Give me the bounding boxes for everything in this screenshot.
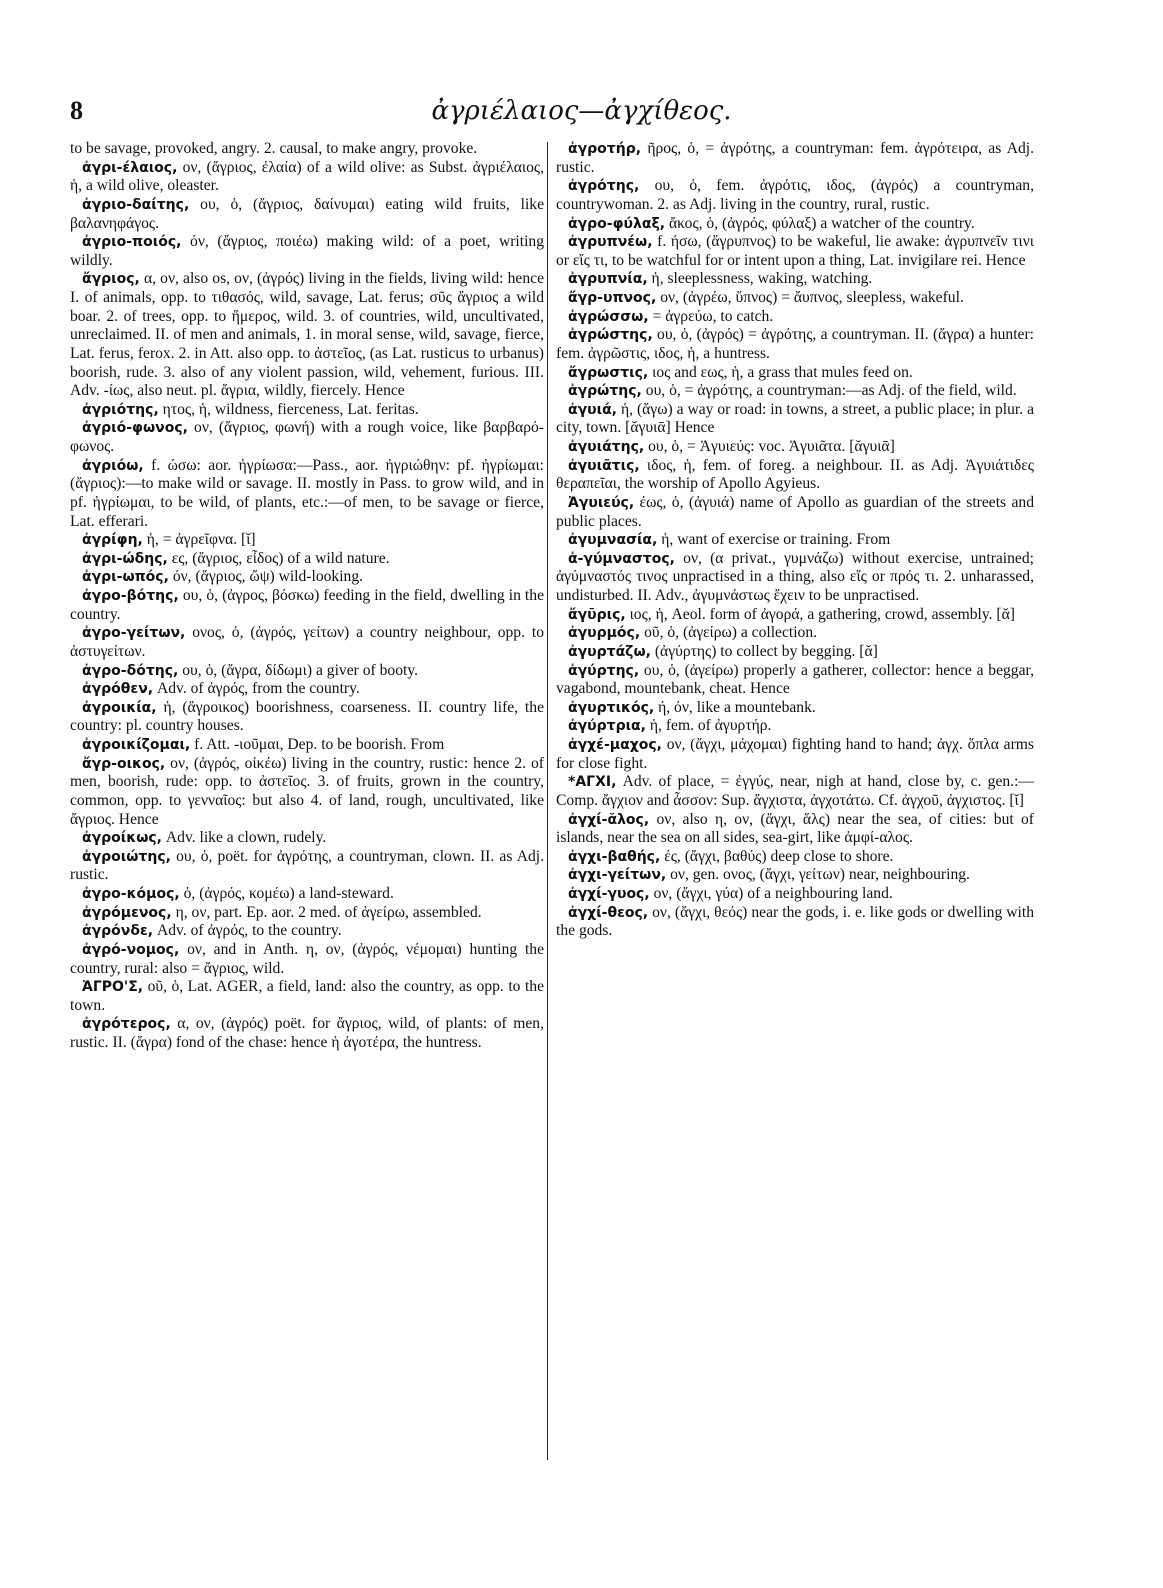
dictionary-entry: [556, 270, 1034, 289]
entry-headword: ἀγχί-ᾰλος,: [568, 811, 650, 828]
dictionary-entry: [70, 1015, 544, 1052]
dictionary-entry: [70, 680, 544, 699]
entry-headword: ἀγχι-γείτων,: [568, 867, 667, 884]
page-number: 8: [70, 96, 83, 125]
entry-headword: ἀγχί-θεος,: [568, 904, 649, 921]
entry-headword: ἀγρυπνία,: [568, 271, 648, 288]
entry-headword: ἈΓΡΟ'Σ,: [82, 979, 144, 996]
dictionary-entry: [70, 457, 544, 532]
entry-text: ον, (ἄγχι, γύα) of a neighbouring land.: [649, 885, 893, 902]
entry-text: ον, (ἄγχι, θεός) near the gods, i. e. like gods or dwelling with the gods.: [556, 903, 1034, 940]
dictionary-entry: [70, 978, 544, 1015]
dictionary-entry: [70, 885, 544, 904]
entry-text: ον, also η, ον, (ἄγχι, ἅλς) near the sea, of cities: but of islands, near the sea on all sides, sea-girt, like ἀμφί-αλος.: [556, 810, 1034, 847]
dictionary-entry: [70, 401, 544, 420]
entry-text: ου, ὁ, (ἀγείρω) properly a gatherer, collector: hence a beggar, vagabond, mountebank, cheat. Hence: [556, 661, 1034, 698]
entry-text: οῦ, ὁ, (ἀγείρω) a collection.: [640, 624, 818, 642]
dictionary-entry: [556, 662, 1034, 699]
entry-headword: ἀ-γύμναστος,: [568, 550, 675, 567]
entry-headword: ἄγριος,: [82, 271, 140, 288]
entry-headword: ἀγρι-ώδης,: [82, 550, 168, 567]
entry-headword: ἀγρο-γείτων,: [82, 625, 186, 642]
entry-text: ον, (ἄγχι, μάχομαι) fighting hand to hand; ἀγχ. ὅπλα arms for close fight.: [556, 736, 1034, 772]
entry-headword: ἄγρ-υπνος,: [568, 290, 657, 306]
entry-text: ου, ὁ, = ἀγρότης, a countryman:—as Adj. of the field, wild.: [641, 382, 1017, 400]
entry-text: Adv. of ἀγρός, from the country.: [153, 680, 360, 698]
entry-text: ου, ὁ, (ἄγρα, δίδωμι) a giver of booty.: [178, 661, 419, 679]
entry-text: ἡ, want of exercise or training. From: [657, 531, 891, 549]
entry-headword: ἀγυιάτης,: [568, 439, 645, 455]
entry-headword: ἀγριό-φωνος,: [82, 420, 188, 437]
entry-text: Adv. like a clown, rudely.: [161, 829, 327, 847]
dictionary-entry: [70, 755, 544, 830]
entry-text: ον, (α privat., γυμνάζω) without exercise, untrained; ἀγύμναστός τινος unpractised in a thing, also εἴς or πρός τι. 2. unharassed, undisturbed. II. Adv., ἀγυμνάστως ἔχειν to be unpractised.: [556, 549, 1034, 604]
entry-headword: *ΑΓΧΙ,: [568, 774, 617, 791]
entry-headword: ἀγροικίζομαι,: [82, 737, 191, 753]
running-head: ἀγριέλαιος—ἀγχίθεος.: [431, 96, 732, 126]
entry-text: ὁ, (ἀγρός, κομέω) a land-steward.: [179, 885, 394, 902]
entry-headword: ἀγρο-φύλαξ,: [568, 215, 666, 232]
dictionary-entry: [556, 904, 1034, 941]
entry-text: ἡ, (ἄγροικος) boorishness, coarseness. II. country life, the country: pl. country houses.: [70, 698, 544, 735]
entry-headword: ἀγρότης,: [568, 178, 640, 195]
dictionary-entry: [556, 289, 1034, 308]
dictionary-entry: [556, 215, 1034, 234]
entry-text: f. Att. -ιοῦμαι, Dep. to be boorish. From: [190, 736, 445, 753]
dictionary-entry: [556, 308, 1034, 327]
entry-text: ητος, ἡ, wildness, fierceness, Lat. feritas.: [158, 400, 419, 418]
entry-headword: ἀγύρτης,: [568, 662, 640, 679]
entry-text: ιδος, ἡ, fem. of foreg. a neighbour. II. as Adj. Ἀγυιάτιδες θεραπεῖαι, the worship of Apollo Agyieus.: [556, 456, 1034, 493]
dictionary-entry: [70, 662, 544, 681]
dictionary-entry: [70, 233, 544, 270]
dictionary-entry: [70, 196, 544, 233]
entry-headword: ἀγροτήρ,: [568, 141, 642, 157]
entry-headword: ἀγρώσσω,: [568, 308, 649, 325]
entry-headword: ἄγῡρις,: [568, 606, 626, 623]
entry-text: ου, ὁ, = Ἀγυιεύς: voc. Ἀγυιᾶτα. [ᾰγυιᾱ]: [644, 438, 895, 455]
left-column: [70, 140, 544, 1053]
dictionary-entry: [556, 643, 1034, 662]
entry-headword: ἀγριότης,: [82, 401, 159, 418]
entry-headword: ἀγχι-βαθής,: [568, 848, 661, 865]
entry-text: η, ον, part. Ep. aor. 2 med. of ἀγείρω, assembled.: [171, 903, 482, 921]
entry-headword: ἀγρώτης,: [568, 383, 642, 400]
entry-text: Adv. of place, = ἐγγύς, near, nigh at hand, close by, c. gen.:—Comp. ἄγχιον and ἆσσον: Sup. ἄγχιστα, ἀγχοτάτω. Cf. ἀγχοῦ, ἀγχιστος. [ῐ]: [556, 773, 1034, 809]
entry-text: ον, gen. ονος, (ἄγχι, γείτων) near, neighbouring.: [666, 866, 970, 884]
dictionary-entry: [70, 568, 544, 587]
entry-headword: ἀγρότερος,: [82, 1016, 171, 1033]
entry-headword: ἀγυιά,: [568, 401, 617, 418]
dictionary-entry: [556, 736, 1034, 773]
entry-text: ον, (ἀγρέω, ὕπνος) = ἄυπνος, sleepless, wakeful.: [656, 289, 964, 306]
dictionary-entry: [70, 159, 544, 196]
entry-text: ές, (ἄγχι, βαθύς) deep close to shore.: [660, 847, 894, 865]
entry-text: ονος, ὁ, (ἀγρός, γείτων) a country neighbour, opp. to ἀστυγείτων.: [70, 624, 544, 660]
dictionary-entry: [70, 270, 544, 400]
entry-text: ή, όν, like a mountebank.: [654, 698, 816, 716]
entry-text: α, ον, also os, ον, (ἀγρός) living in the fields, living wild: hence I. of animals, opp. to τιθασός, wild, savage, Lat. ferus; σῦς ἄγριος a wild boar. 2. of trees, opp. to ἥμερος, wild. 3. of countries, wild, uncultivated, unreclaimed. II. of men and animals, 1. in moral sense, wild, savage, fierce, Lat. ferus, ferox. 2. in Att. also opp. to ἀστεῖος, (as Lat. rusticus to urbanus) boorish, rude. 3. also of any violent passion, wild, vehement, furious. III. Adv. -ίως, also neut. pl. ἄγρια, wildly, fiercely. Hence: [70, 270, 544, 400]
entry-text: ον, (ἄγριος, φωνή) with a rough voice, like βαρβαρό-φωνος.: [70, 419, 544, 455]
dictionary-entry: [556, 364, 1034, 383]
entry-headword: ἀγυρμός,: [568, 625, 641, 642]
entry-headword: ἀγρό-νομος,: [82, 941, 180, 958]
dictionary-entry: [70, 531, 544, 550]
entry-headword: ἀγυρτάζω,: [568, 643, 651, 660]
entry-text: = ἀγρεύω, to catch.: [648, 307, 774, 325]
entry-headword: ἀγύρτρια,: [568, 718, 646, 735]
dictionary-entry: [556, 773, 1034, 810]
dictionary-entry: [70, 587, 544, 624]
entry-headword: ἀγυμνασία,: [568, 532, 658, 549]
entry-text: ῆρος, ὁ, = ἀγρότης, a countryman: fem. ἀγρότειρα, as Adj. rustic.: [556, 140, 1034, 176]
dictionary-entry: [556, 717, 1034, 736]
entry-headword: ἀγροίκως,: [82, 830, 162, 847]
dictionary-entry: [556, 699, 1034, 718]
entry-text: ου, ὁ, poët. for ἀγρότης, a countryman, clown. II. as Adj. rustic.: [70, 847, 544, 884]
entry-text: (ἀγύρτης) to collect by begging. [ᾰ]: [650, 642, 878, 660]
dictionary-entry: [70, 941, 544, 978]
entry-headword: ἄγρ-οικος,: [82, 755, 166, 772]
dictionary-entry: [556, 494, 1034, 531]
dictionary-entry: [70, 829, 544, 848]
entry-text: ον, (ἄγριος, ἐλαία) of a wild olive: as Subst. ἀγριέλαιος, ἡ, a wild olive, oleaster.: [70, 158, 544, 195]
dictionary-entry: [556, 550, 1034, 606]
dictionary-entry: [556, 848, 1034, 867]
dictionary-entry: [70, 922, 544, 941]
entry-headword: ἀγρι-έλαιος,: [82, 159, 178, 176]
entry-headword: ἀγρίφη,: [82, 532, 143, 549]
entry-headword: ἀγροικία,: [82, 699, 157, 716]
entry-headword: ἀγρόθεν,: [82, 681, 154, 698]
dictionary-entry: [70, 699, 544, 736]
entry-headword: ἀγριο-δαίτης,: [82, 196, 190, 213]
entry-headword: ἀγρόνδε,: [82, 923, 154, 940]
entry-text: ἡ, = ἀγρεῖφνα. [ῐ]: [142, 531, 256, 549]
dictionary-entry: [70, 624, 544, 661]
dictionary-entry: [70, 904, 544, 923]
dictionary-entry: [556, 140, 1034, 177]
entry-text: f. ήσω, (ἄγρυπνος) to be wakeful, lie awake: ἀγρυπνεῖν τινι or εἴς τι, to be watchful for or intent upon a thing, Lat. invigilare rei. Hence: [556, 233, 1034, 269]
dictionary-entry: [556, 233, 1034, 270]
entry-text: ες, (ἄγριος, εἶδος) of a wild nature.: [167, 549, 390, 567]
entry-headword: ἄγρωστις,: [568, 364, 649, 381]
entry-headword: ἀγρο-βότης,: [82, 588, 179, 604]
entry-text: ἡ, (ἄγω) a way or road: in towns, a street, a public place; in plur. a city, town. [ᾰγυιᾱ] Hence: [556, 400, 1034, 437]
dictionary-entry: [556, 811, 1034, 848]
dictionary-entry: [70, 848, 544, 885]
entry-headword: ἀγρώστης,: [568, 327, 653, 344]
entry-headword: ἀγρυπνέω,: [568, 234, 653, 251]
dictionary-entry: [70, 140, 544, 159]
entry-text: to be savage, provoked, angry. 2. causal, to make angry, provoke.: [70, 140, 478, 157]
entry-text: όν, (ἄγριος, ποιέω) making wild: of a poet, writing wildly.: [70, 233, 544, 269]
entry-headword: ἀγυρτικός,: [568, 699, 655, 716]
entry-headword: ἀγρόμενος,: [82, 904, 172, 921]
dictionary-entry: [556, 606, 1034, 625]
entry-text: Adv. of ἀγρός, to the country.: [153, 922, 342, 940]
entry-text: ου, ὁ, (ἀγρος, βόσκω) feeding in the field, dwelling in the country.: [70, 587, 544, 623]
entry-headword: ἀγρι-ωπός,: [82, 569, 169, 586]
entry-text: έως, ὁ, (ἀγυιά) name of Apollo as guardian of the streets and public places.: [556, 493, 1034, 530]
column-rule: [547, 142, 548, 1460]
entry-headword: ἀγριόω,: [82, 457, 144, 474]
entry-text: ἄκος, ὁ, (ἀγρός, φύλαξ) a watcher of the country.: [665, 214, 975, 232]
entry-headword: ἀγριο-ποιός,: [82, 234, 182, 251]
entry-text: οῦ, ὁ, Lat. AGER, a field, land: also the country, as opp. to the town.: [70, 978, 544, 1014]
dictionary-entry: [556, 885, 1034, 904]
entry-text: ἡ, fem. of ἀγυρτήρ.: [645, 717, 772, 735]
dictionary-entry: [556, 624, 1034, 643]
dictionary-entry: [556, 326, 1034, 363]
entry-headword: ἀγυιᾶτις,: [568, 457, 640, 474]
entry-headword: ἀγρο-δότης,: [82, 662, 179, 679]
dictionary-entry: [556, 438, 1034, 457]
dictionary-entry: [556, 531, 1034, 550]
dictionary-entry: [556, 177, 1034, 214]
entry-headword: ἀγχέ-μαχος,: [568, 737, 662, 753]
entry-text: α, ον, (ἀγρός) poët. for ἄγριος, wild, of plants: of men, rustic. II. (ἄγρα) fond of the chase: hence ἡ ἀγοτέρα, the huntress.: [70, 1015, 544, 1051]
dictionary-entry: [556, 401, 1034, 438]
entry-headword: Ἀγυιεύς,: [568, 494, 635, 511]
dictionary-entry: [556, 382, 1034, 401]
entry-text: ιος and εως, ἡ, a grass that mules feed on.: [648, 363, 913, 381]
entry-text: f. ώσω: aor. ἠγρίωσα:—Pass., aor. ἠγριώθην: pf. ἠγρίωμαι: (ἄγριος):—to make wild or savage. II. mostly in Pass. to grow wild, and in pf. ἠγρίωμαι, to be wild, of plants, etc.:—of men, to be savage or fierce, Lat. efferari.: [70, 456, 544, 530]
entry-text: ιος, ἡ, Aeol. form of ἀγορά, a gathering, crowd, assembly. [ᾰ]: [625, 605, 1015, 623]
entry-text: ου, ὁ, (ἄγριος, δαίνυμαι) eating wild fruits, like βαλανηφάγος.: [70, 195, 544, 232]
entry-text: ου, ὁ, fem. ἀγρότις, ιδος, (ἀγρός) a countryman, countrywoman. 2. as Adj. living in the country, rural, rustic.: [556, 177, 1034, 213]
dictionary-entry: [70, 736, 544, 755]
entry-headword: ἀγροιώτης,: [82, 848, 171, 865]
dictionary-entry: [70, 419, 544, 456]
entry-text: ου, ὁ, (ἀγρός) = ἀγρότης, a countryman. II. (ἄγρα) a hunter: fem. ἀγρῶστις, ιδος, ἡ, a huntress.: [556, 326, 1034, 362]
dictionary-entry: [556, 866, 1034, 885]
entry-text: ον, (ἀγρός, οἰκέω) living in the country, rustic: hence 2. of men, boorish, rude: opp. to ἀστεῖος. 3. of fruits, grown in the country, common, opp. to γενναῖος: but also 4. of land, rough, uncultivated, like ἄγριος. Hence: [70, 754, 544, 828]
entry-headword: ἀγρο-κόμος,: [82, 886, 180, 902]
entry-text: ἡ, sleeplessness, waking, watching.: [647, 270, 873, 288]
entry-text: ον, and in Anth. η, ον, (ἀγρός, νέμομαι) hunting the country, rural: also = ἄγριος, wild.: [70, 940, 544, 977]
dictionary-entry: [556, 457, 1034, 494]
right-column: [556, 140, 1034, 941]
entry-headword: ἀγχί-γυος,: [568, 886, 650, 902]
entry-text: όν, (ἄγριος, ὤψ) wild-looking.: [168, 568, 364, 586]
dictionary-entry: [70, 550, 544, 569]
